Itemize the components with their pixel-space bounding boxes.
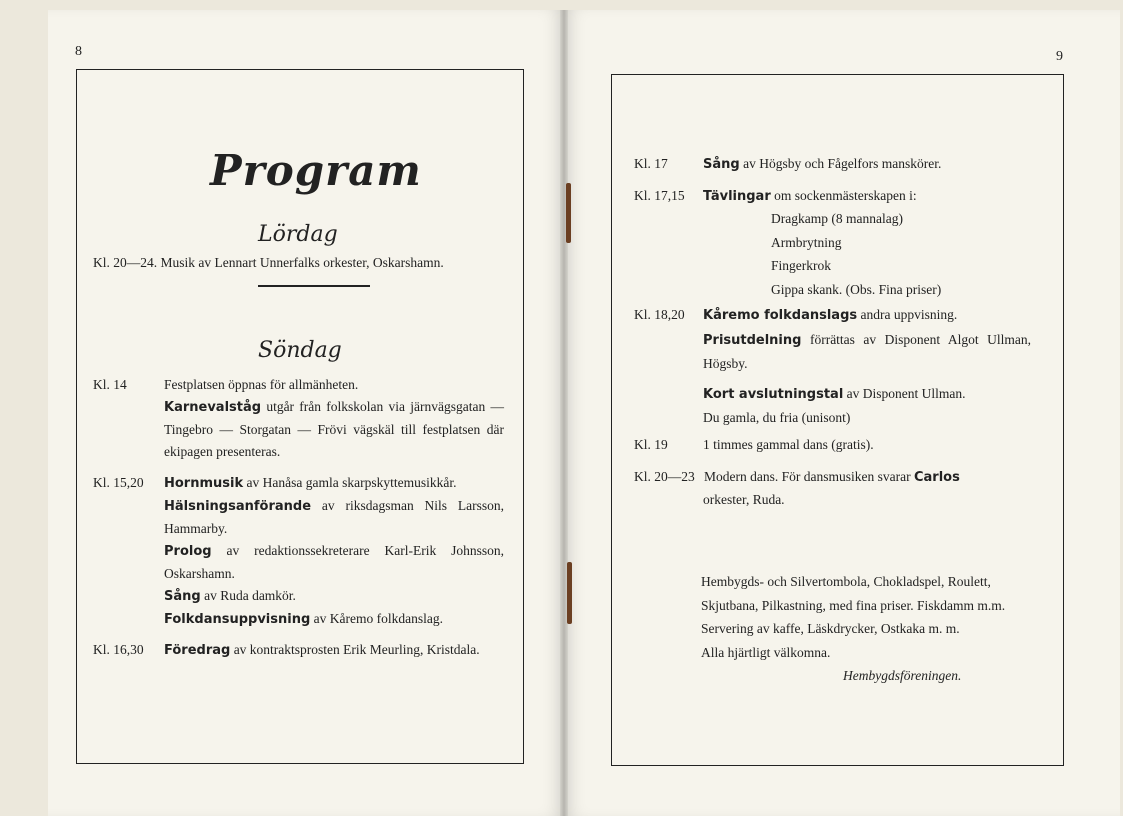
entry-bold: Hornmusik — [164, 476, 244, 491]
closing-line: Alla hjärtligt välkomna. — [701, 644, 831, 660]
competition-item: Armbrytning — [771, 234, 842, 250]
entry-bold: Prolog — [164, 544, 212, 559]
closing-block — [701, 570, 1051, 664]
saturday-entry — [93, 252, 513, 274]
entry-text: av riksdagsman Nils Larsson, Hammarby. — [164, 498, 504, 536]
entry-text: Festplatsen öppnas för allmänheten. — [164, 377, 359, 392]
entry-bold: Sång — [164, 589, 201, 604]
entry-text: av Ruda damkör. — [204, 588, 296, 603]
binding-gutter — [560, 10, 568, 816]
entry-time: Kl. 20—23 — [634, 469, 695, 484]
entry-text: orkester, Ruda. — [703, 492, 785, 507]
closing-line: Servering av kaffe, Läskdrycker, Ostkaka m. m. — [701, 621, 960, 636]
entry-bold: Sång — [703, 157, 740, 172]
entry-text: Modern dans. För dansmusiken svarar — [704, 469, 911, 484]
entry-bold: Hälsningsanförande — [164, 499, 312, 514]
page-number-left: 8 — [75, 44, 82, 59]
entry-text: 1 timmes gammal dans (gratis). — [703, 437, 874, 452]
entry-bold: Prisutdelning — [703, 332, 802, 348]
entry-time: Kl. 16,30 — [93, 642, 144, 657]
program-title: Program — [210, 146, 422, 195]
page-number-right: 9 — [1056, 49, 1063, 64]
song-title: Du gamla, du fria (unisont) — [703, 410, 851, 425]
entry-text: av Kåremo folkdanslag. — [313, 611, 443, 626]
entry-bold: Kort avslutningstal — [703, 386, 844, 402]
competition-item: Fingerkrok — [771, 258, 831, 273]
entry-text: av Hanåsa gamla skarpskyttemusikkår. — [246, 475, 457, 490]
closing-line: Hembygds- och Silvertombola, Chokladspel, Roulett, — [701, 574, 991, 589]
entry-bold: Karnevalståg — [164, 400, 262, 415]
entry-time: Kl. 14 — [93, 377, 127, 392]
entry-time: Kl. 17,15 — [634, 188, 685, 203]
entry-time: Kl. 17 — [634, 156, 668, 171]
saturday-heading: Lördag — [258, 222, 338, 247]
staple-bottom — [567, 562, 572, 624]
entry-time: Kl. 19 — [634, 437, 668, 452]
saturday-text: Musik av Lennart Unnerfalks orkester, Oskarshamn. — [160, 255, 444, 270]
entry-text: av kontraktsprosten Erik Meurling, Kristdala. — [233, 642, 480, 657]
entry-text: av Högsby och Fågelfors manskörer. — [743, 156, 942, 171]
staple-top — [566, 183, 571, 243]
closing-line: Skjutbana, Pilkastning, med fina priser. Fiskdamm m.m. — [701, 597, 1006, 613]
competition-item: Dragkamp (8 mannalag) — [771, 211, 903, 226]
entry-bold: Föredrag — [164, 643, 231, 658]
entry-bold: Kåremo folkdanslags — [703, 308, 858, 323]
entry-text: andra uppvisning. — [860, 307, 958, 322]
competition-item: Gippa skank. (Obs. Fina priser) — [771, 281, 942, 297]
entry-bold: Carlos — [913, 470, 960, 485]
signature: Hembygdsföreningen. — [843, 668, 962, 683]
saturday-time: Kl. 20—24. — [93, 255, 158, 270]
entry-text: om sockenmästerskapen i: — [774, 188, 917, 203]
entry-bold: Folkdansuppvisning — [164, 612, 311, 627]
entry-text: av Disponent Ullman. — [846, 385, 966, 401]
entry-time: Kl. 15,20 — [93, 475, 144, 490]
sunday-heading: Söndag — [258, 338, 342, 363]
entry-time: Kl. 18,20 — [634, 307, 685, 322]
entry-text: utgår från folkskolan via järnvägsgatan — Tingebro — Storgatan — Frövi vägskäl till festplatsen där ekipagen presenteras. — [164, 399, 504, 459]
entry-text: förrättas av Disponent Algot Ullman, Högsby. — [703, 331, 1032, 371]
divider — [258, 285, 370, 287]
entry-bold: Tävlingar — [703, 189, 771, 204]
entry-text: av redaktionssekreterare Karl-Erik Johnsson, Oskarshamn. — [164, 543, 504, 581]
